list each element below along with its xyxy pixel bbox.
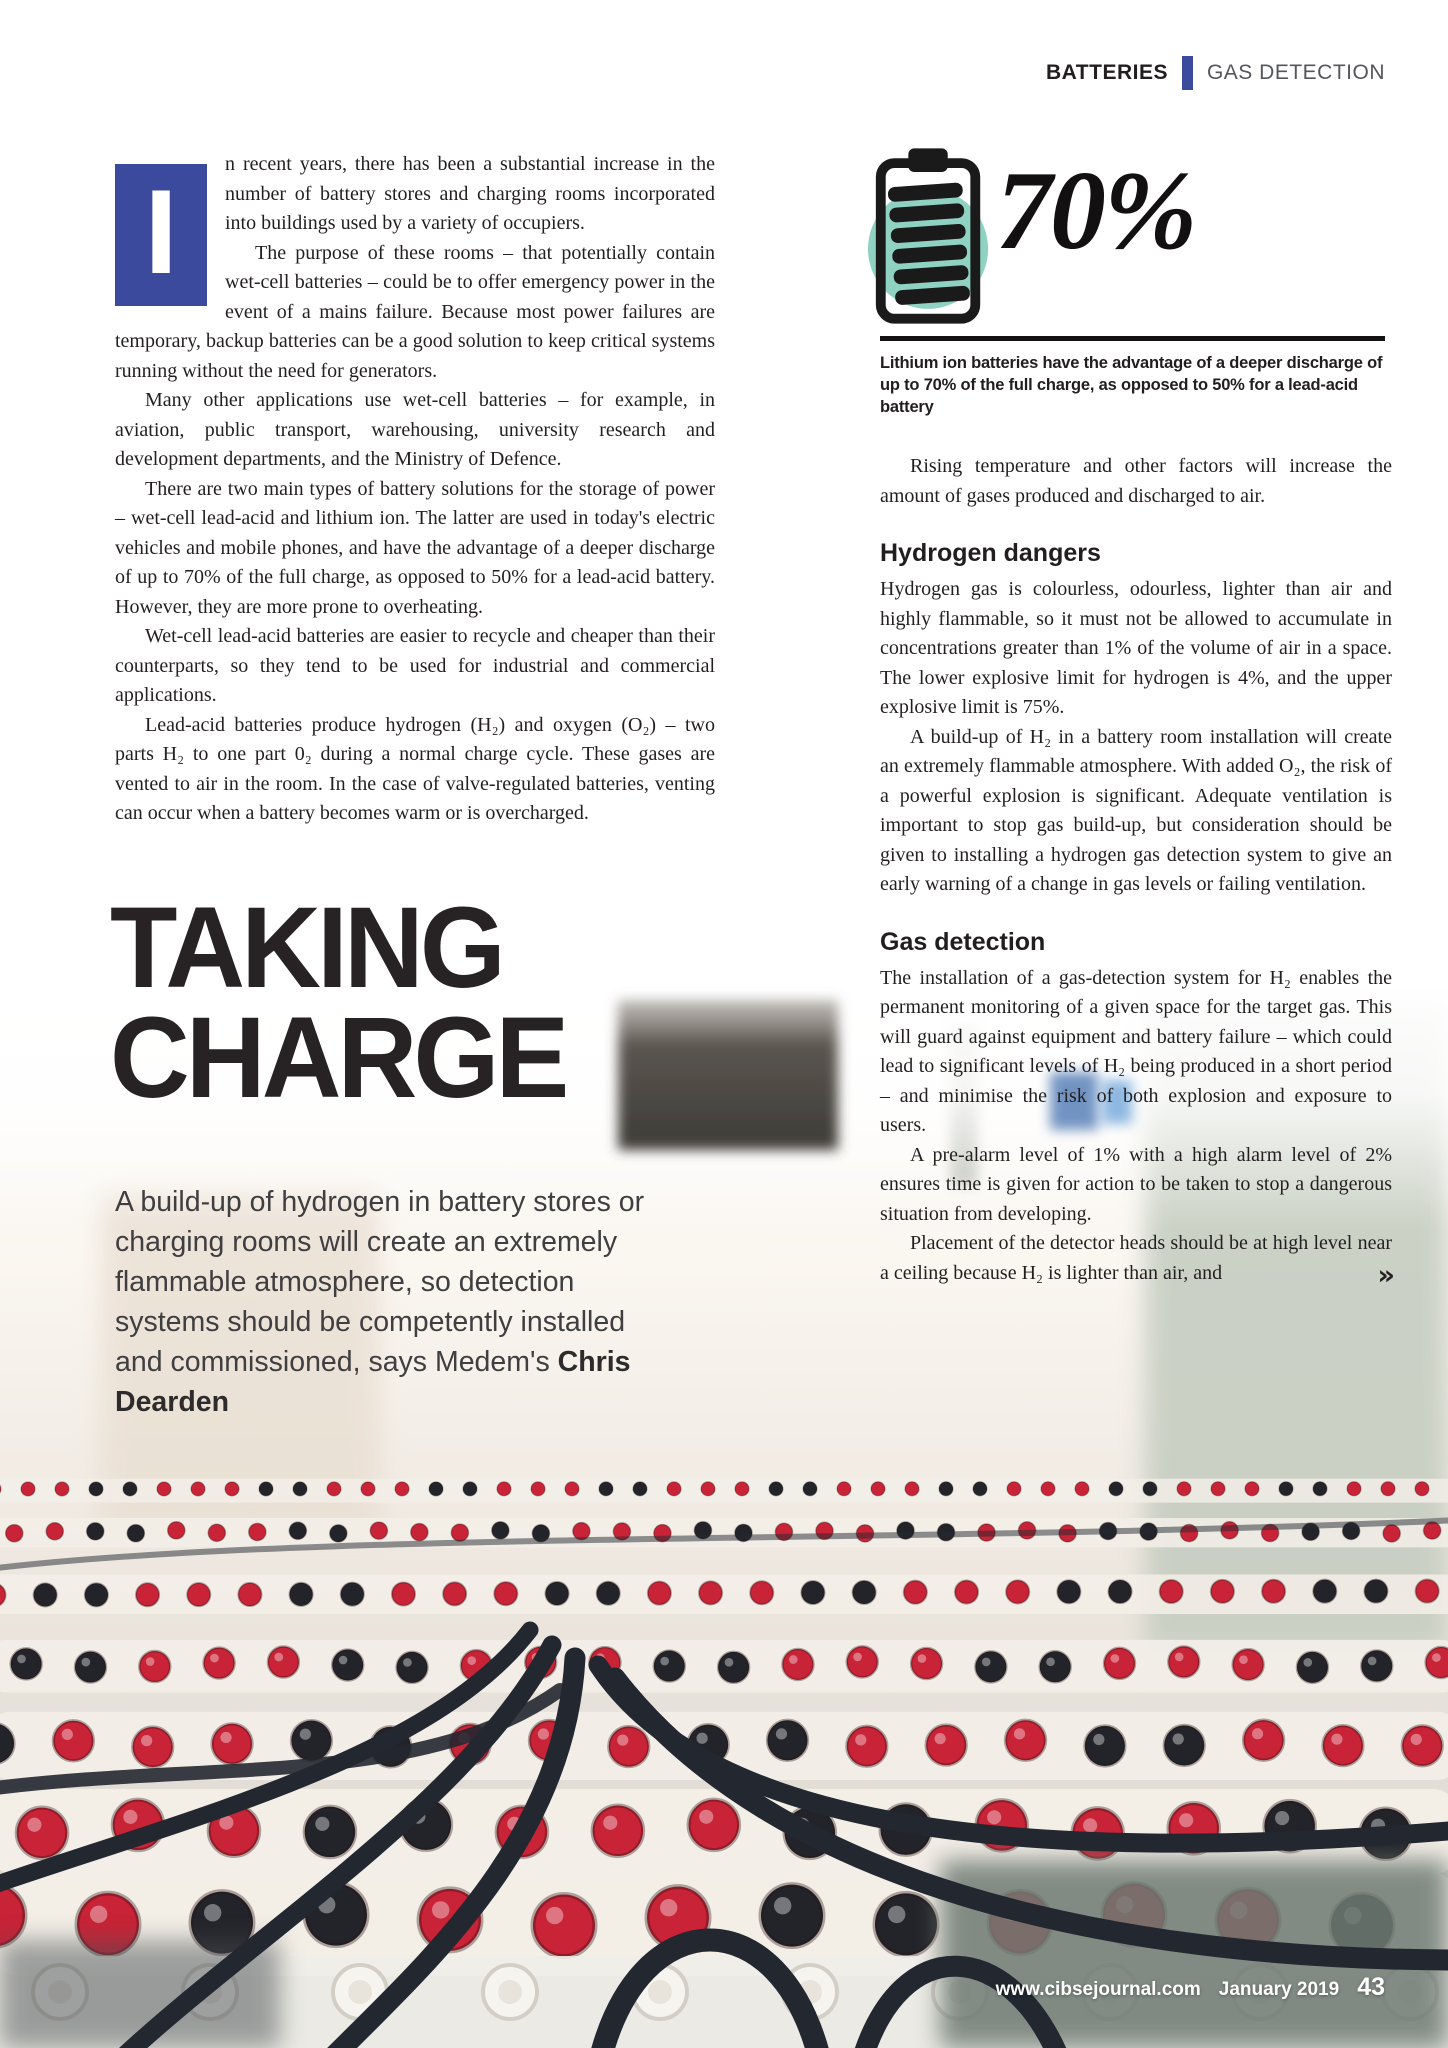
kicker-divider-bar	[1182, 56, 1193, 90]
paragraph: Hydrogen gas is colourless, odourless, lighter than air and highly flammable, so it must not be allowed to accumulate in concentrations greater than 1% of the volume of air in a space. The lower explosive limit for hydrogen is 4%, and the upper explosive limit is 75%.	[880, 578, 1392, 718]
article-body-left-column	[115, 150, 715, 829]
lede-paragraph: n recent years, there has been a substantial increase in the number of battery stores and charging rooms incorporated into buildings used by a variety of occupiers.	[225, 153, 715, 234]
paragraph: Lead-acid batteries produce hydrogen (H₂) and oxygen (O₂) – two parts H₂ to one part 0₂ during a normal charge cycle. These gases are vented to air in the room. In the case of valve-regulated batteries, venting can occur when a battery becomes warm or is overcharged.	[115, 713, 715, 824]
stat-caption: Lithium ion batteries have the advantage of a deeper discharge of up to 70% of the full charge, as opposed to 50% for a lead-acid battery	[880, 354, 1383, 416]
paragraph: The purpose of these rooms – that potentially contain wet-cell batteries – could be to offer emergency power in the event of a mains failure. Because most power failures are temporary, backup batteries can be a good solution to keep critical systems running without the need for generators.	[115, 241, 715, 382]
right-column-blocks	[880, 452, 1392, 1288]
footer-page-number: 43	[1357, 1973, 1385, 2001]
paragraph: The installation of a gas-detection system for H₂ enables the permanent monitoring of a given space for the target gas. This will guard against equipment and battery failure – which could lead to significant levels of H₂ being produced in a short period – and minimise the risk of both explosion and exposure to users.	[880, 966, 1392, 1136]
paragraph: Many other applications use wet-cell batteries – for example, in aviation, public transport, warehousing, university research and development departments, and the Ministry of Defence.	[115, 389, 715, 470]
paragraph: Placement of the detector heads should be at high level near a ceiling because H₂ is lighter than air, and	[880, 1232, 1392, 1284]
article-body-right-column	[880, 452, 1392, 1291]
paragraph: Rising temperature and other factors will increase the amount of gases produced and discharged to air.	[880, 455, 1392, 507]
paragraph: A build-up of H₂ in a battery room installation will create an extremely flammable atmosphere. With added O₂, the risk of a powerful explosion is significant. Adequate ventilation is important to stop gas build-up, but consideration should be given to installing a hydrogen gas detection system to give an early warning of a change in gas levels or failing ventilation.	[880, 725, 1392, 895]
section-heading-hydrogen-dangers: Hydrogen dangers	[880, 539, 1101, 567]
headline-line-1: TAKING	[110, 884, 502, 1012]
stat-value: 70%	[996, 149, 1196, 273]
paragraph: A pre-alarm level of 1% with a high alarm level of 2% ensures time is given for action to be taken to stop a dangerous situation from developing.	[880, 1143, 1392, 1225]
dropcap-letter: I	[115, 164, 207, 306]
footer-issue-date: January 2019	[1218, 1979, 1340, 2000]
page-footer	[996, 1973, 1385, 2002]
section-heading-gas-detection: Gas detection	[880, 927, 1046, 956]
kicker-topic-label: GAS DETECTION	[1206, 61, 1385, 84]
headline-line-2: CHARGE	[110, 994, 566, 1122]
battery-charge-icon	[866, 146, 994, 324]
page-kicker	[1046, 56, 1385, 90]
continued-marker: »	[1377, 1259, 1392, 1291]
standfirst-text: A build-up of hydrogen in battery stores or charging rooms will create an extremely flammable atmosphere, so detection systems should be competently installed and commissioned, says Medem's	[115, 1186, 645, 1378]
stat-rule	[880, 336, 1385, 341]
kicker-section-label: BATTERIES	[1046, 61, 1168, 84]
article-standfirst	[115, 1182, 675, 1422]
paragraph: There are two main types of battery solutions for the storage of power – wet-cell lead-acid and lithium ion. The latter are used in today's electric vehicles and mobile phones, and have the advantage of a deeper discharge of up to 70% of the full charge, as opposed to 50% for a lead-acid battery. However, they are more prone to overheating.	[115, 477, 715, 618]
article-headline	[110, 884, 566, 1122]
footer-website: www.cibsejournal.com	[995, 1979, 1201, 2000]
paragraph: Wet-cell lead-acid batteries are easier to recycle and cheaper than their counterparts, so they tend to be used for industrial and commercial applications.	[115, 625, 715, 706]
photo-doorway	[618, 1000, 838, 1150]
standfirst-author: Chris Dearden	[115, 1346, 631, 1418]
